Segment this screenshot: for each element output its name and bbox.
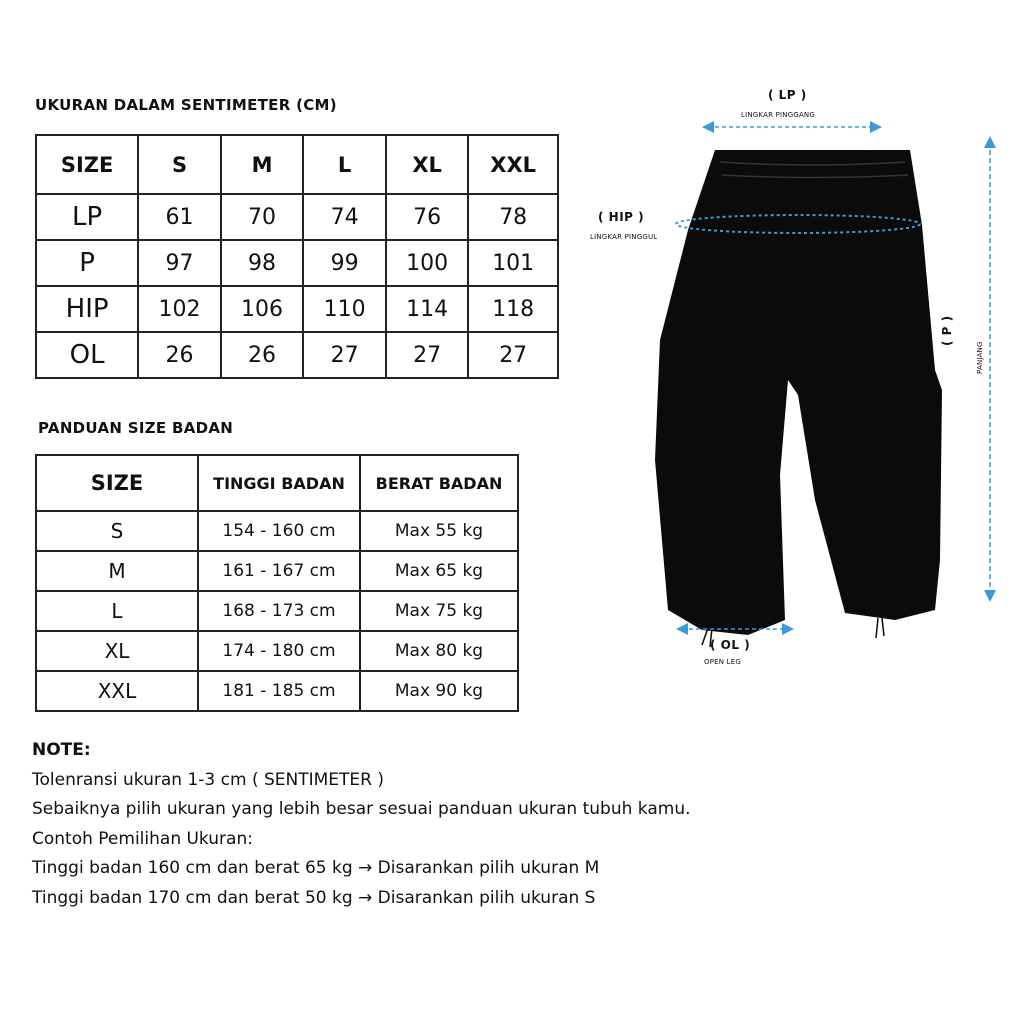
- table-cell: 181 - 185 cm: [198, 671, 360, 711]
- header-xxl: XXL: [468, 135, 558, 194]
- header-weight: BERAT BADAN: [360, 455, 518, 511]
- table-row: [36, 511, 518, 551]
- table-cell: Max 80 kg: [360, 631, 518, 671]
- size-table-header-row: [36, 135, 558, 194]
- table-cell: 78: [468, 194, 558, 240]
- size-table-heading: UKURAN DALAM SENTIMETER (CM): [35, 96, 337, 114]
- table-cell: 26: [221, 332, 304, 378]
- note-line: Tolenransi ukuran 1-3 cm ( SENTIMETER ): [32, 769, 385, 790]
- table-cell: 174 - 180 cm: [198, 631, 360, 671]
- table-cell: 114: [386, 286, 469, 332]
- size-table: [35, 134, 559, 379]
- header-l: L: [303, 135, 386, 194]
- pants-diagram: [640, 80, 1024, 680]
- header-xl: XL: [386, 135, 469, 194]
- table-cell: 97: [138, 240, 221, 286]
- table-cell: 154 - 160 cm: [198, 511, 360, 551]
- row-label-m: M: [36, 551, 198, 591]
- table-cell: 26: [138, 332, 221, 378]
- guide-table-header-row: [36, 455, 518, 511]
- row-label-xl: XL: [36, 631, 198, 671]
- note-line: Contoh Pemilihan Ukuran:: [32, 828, 253, 849]
- table-cell: 61: [138, 194, 221, 240]
- header-height: TINGGI BADAN: [198, 455, 360, 511]
- p-label: ( P ): [940, 315, 954, 346]
- table-row: [36, 551, 518, 591]
- table-row: [36, 240, 558, 286]
- table-cell: 27: [468, 332, 558, 378]
- row-label-ol: OL: [36, 332, 138, 378]
- table-cell: 102: [138, 286, 221, 332]
- note-line: Tinggi badan 160 cm dan berat 65 kg → Disarankan pilih ukuran M: [32, 858, 600, 878]
- row-label-xxl: XXL: [36, 671, 198, 711]
- table-cell: 110: [303, 286, 386, 332]
- row-label-lp: LP: [36, 194, 138, 240]
- table-cell: 76: [386, 194, 469, 240]
- pants-silhouette: [655, 150, 942, 635]
- table-row: [36, 631, 518, 671]
- table-cell: 161 - 167 cm: [198, 551, 360, 591]
- table-cell: 118: [468, 286, 558, 332]
- guide-table: [35, 454, 519, 712]
- table-cell: 101: [468, 240, 558, 286]
- row-label-hip: HIP: [36, 286, 138, 332]
- table-cell: Max 55 kg: [360, 511, 518, 551]
- table-cell: Max 75 kg: [360, 591, 518, 631]
- header-size: SIZE: [36, 455, 198, 511]
- table-cell: 74: [303, 194, 386, 240]
- ol-caption: OPEN LEG: [704, 658, 741, 666]
- guide-table-heading: PANDUAN SIZE BADAN: [38, 419, 234, 437]
- header-m: M: [221, 135, 304, 194]
- header-size: SIZE: [36, 135, 138, 194]
- table-row: [36, 671, 518, 711]
- table-row: [36, 591, 518, 631]
- table-cell: 70: [221, 194, 304, 240]
- table-cell: 99: [303, 240, 386, 286]
- hip-label: ( HIP ): [598, 210, 645, 224]
- ol-label: ( OL ): [710, 638, 751, 652]
- table-row: [36, 332, 558, 378]
- note-line: Tinggi badan 170 cm dan berat 50 kg → Disarankan pilih ukuran S: [32, 887, 596, 908]
- note-line: Sebaiknya pilih ukuran yang lebih besar sesuai panduan ukuran tubuh kamu.: [32, 799, 691, 819]
- table-cell: 98: [221, 240, 304, 286]
- row-label-l: L: [36, 591, 198, 631]
- header-s: S: [138, 135, 221, 194]
- table-cell: 27: [303, 332, 386, 378]
- table-cell: 27: [386, 332, 469, 378]
- table-cell: Max 65 kg: [360, 551, 518, 591]
- row-label-p: P: [36, 240, 138, 286]
- lp-label: ( LP ): [768, 88, 807, 102]
- table-cell: 106: [221, 286, 304, 332]
- drawcord-right: [876, 618, 884, 638]
- notes-section: [32, 736, 691, 913]
- table-cell: 100: [386, 240, 469, 286]
- hip-caption: LINGKAR PINGGUL: [590, 233, 658, 241]
- notes-title: NOTE:: [32, 740, 91, 760]
- row-label-s: S: [36, 511, 198, 551]
- table-cell: 168 - 173 cm: [198, 591, 360, 631]
- p-caption: PANJANG: [976, 341, 984, 374]
- table-row: [36, 286, 558, 332]
- table-cell: Max 90 kg: [360, 671, 518, 711]
- table-row: [36, 194, 558, 240]
- lp-caption: LINGKAR PINGGANG: [741, 111, 815, 119]
